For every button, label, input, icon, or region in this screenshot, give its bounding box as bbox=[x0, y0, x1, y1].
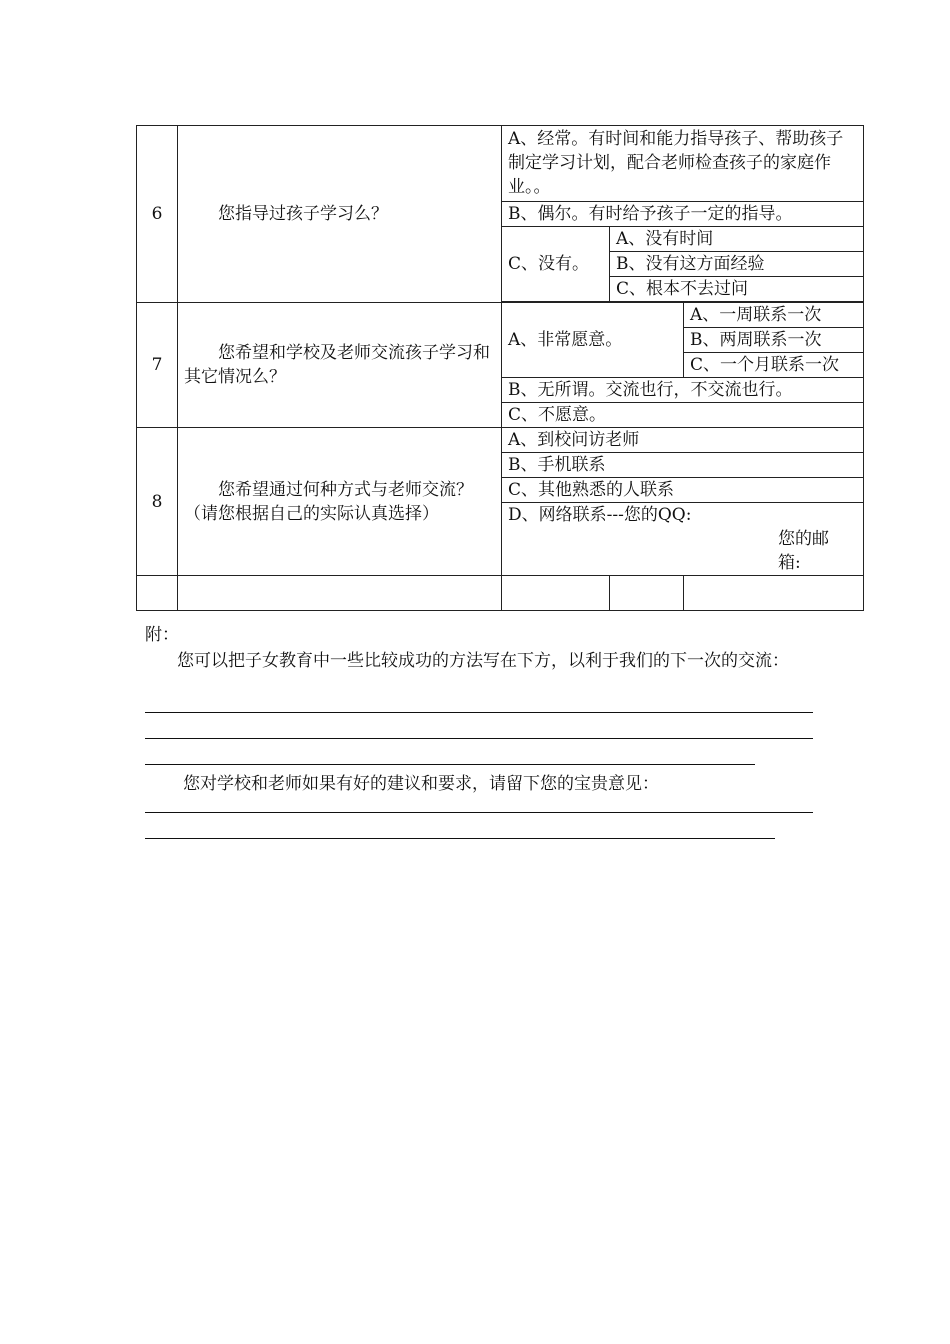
answer-line-3[interactable] bbox=[145, 764, 755, 765]
empty-cell-2 bbox=[178, 576, 502, 611]
answer-line-1[interactable] bbox=[145, 712, 813, 713]
empty-cell-1 bbox=[137, 576, 178, 611]
q7-number: 7 bbox=[137, 303, 178, 428]
q7-question-text: 您希望和学校及老师交流孩子学习和其它情况么？ bbox=[184, 343, 490, 387]
q6-question-text: 您指导过孩子学习么？ bbox=[218, 204, 388, 224]
method-prompt bbox=[145, 648, 825, 674]
q6-option-b[interactable]: B、偶尔。有时给予孩子一定的指导。 bbox=[502, 202, 864, 227]
q6-question bbox=[178, 126, 502, 303]
q7-option-a-sub-c[interactable]: C、一个月联系一次 bbox=[684, 353, 864, 378]
q8-question-text: 您希望通过何种方式与老师交流？（请您根据自己的实际认真选择） bbox=[184, 479, 473, 524]
q8-number: 8 bbox=[137, 428, 178, 576]
q6-option-c-sub-c[interactable]: C、根本不去过问 bbox=[610, 277, 864, 302]
q6-option-a[interactable]: A、经常。有时间和能力指导孩子、帮助孩子制定学习计划，配合老师检查孩子的家庭作业。。 bbox=[502, 126, 864, 202]
q6-number: 6 bbox=[137, 126, 178, 303]
suggestion-prompt: 您对学校和老师如果有好的建议和要求，请留下您的宝贵意见： bbox=[183, 774, 659, 794]
suggestion-line-2[interactable] bbox=[145, 838, 775, 839]
q8-option-d-email: 您的邮箱: bbox=[778, 529, 829, 573]
q7-option-a-sub-b[interactable]: B、两周联系一次 bbox=[684, 328, 864, 353]
q8-option-b[interactable]: B、手机联系 bbox=[502, 453, 864, 478]
appendix-label: 附： bbox=[145, 625, 179, 645]
q7-question bbox=[178, 303, 502, 428]
q7-option-c[interactable]: C、不愿意。 bbox=[502, 403, 864, 428]
footer-section bbox=[145, 622, 825, 674]
empty-cell-3 bbox=[502, 576, 610, 611]
empty-cell-5 bbox=[684, 576, 864, 611]
q6-option-c[interactable]: C、没有。 bbox=[502, 227, 610, 302]
q8-option-d-qq: D、网络联系---您的QQ: bbox=[508, 505, 692, 525]
q6-option-c-sub-b[interactable]: B、没有这方面经验 bbox=[610, 252, 864, 277]
suggestion-line-1[interactable] bbox=[145, 812, 813, 813]
q8-option-d[interactable] bbox=[502, 503, 864, 576]
method-prompt-text: 您可以把子女教育中一些比较成功的方法写在下方，以利于我们的下一次的交流： bbox=[177, 651, 789, 671]
q8-option-c[interactable]: C、其他熟悉的人联系 bbox=[502, 478, 864, 503]
empty-cell-4 bbox=[610, 576, 684, 611]
survey-table bbox=[136, 125, 864, 611]
q7-option-b[interactable]: B、无所谓。交流也行，不交流也行。 bbox=[502, 378, 864, 403]
q7-option-a[interactable]: A、非常愿意。 bbox=[502, 303, 684, 378]
suggestion-section bbox=[183, 771, 863, 797]
q8-question bbox=[178, 428, 502, 576]
q7-option-a-sub-a[interactable]: A、一周联系一次 bbox=[684, 303, 864, 328]
q6-option-c-sub-a[interactable]: A、没有时间 bbox=[610, 227, 864, 252]
answer-line-2[interactable] bbox=[145, 738, 813, 739]
q8-option-a[interactable]: A、到校问访老师 bbox=[502, 428, 864, 453]
